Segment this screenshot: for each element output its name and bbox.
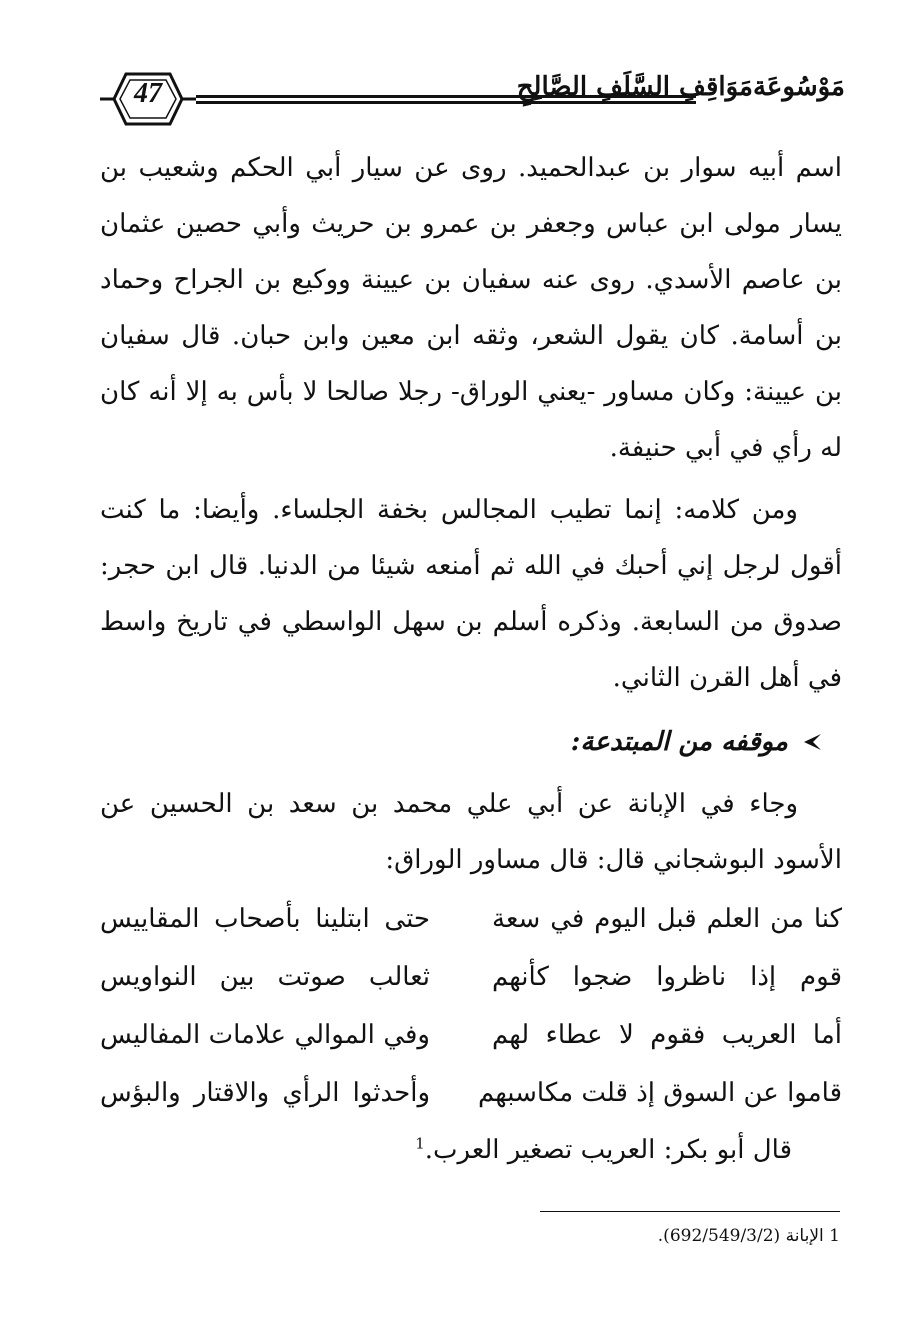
poem-verse (100, 1064, 842, 1122)
arrowhead-icon (802, 732, 822, 752)
poem-verse (100, 1006, 842, 1064)
closing-text: قال أبو بكر: العريب تصغير العرب. (424, 1135, 792, 1165)
section-heading-text: موقفه من المبتدعة: (570, 727, 788, 757)
poem-verse (100, 948, 842, 1006)
poem (100, 890, 842, 1122)
verse-second-hemistich: وأحدثوا الرأي والاقتار والبؤس (100, 1078, 430, 1108)
footnote-reference[interactable]: 1 (415, 1134, 425, 1153)
biography-paragraph: اسم أبيه سوار بن عبدالحميد. روى عن سيار أبي الحكم وشعيب بن يسار مولى ابن عباس وجعفر بن عمرو بن حريث وأبي حصين عثمان بن عاصم الأسدي. روى عنه سفيان بن عيينة ووكيع بن الجراح وحماد بن أسامة. كان يقول الشعر، وثقه ابن معين وابن حبان. قال سفيان بن عيينة: وكان مساور -يعني الوراق- رجلا صالحا لا بأس به إلا أنه كان له رأي في أبي حنيفة. (100, 153, 842, 463)
verse-first-hemistich: كنا من العلم قبل اليوم في سعة (492, 904, 842, 934)
footnote: 1 الإبانة (692/549/3/2). (657, 1226, 840, 1246)
section-heading (100, 714, 842, 770)
closing-line (100, 1122, 842, 1178)
page-number: 47 (134, 78, 162, 109)
verse-first-hemistich: قوم إذا ناظروا ضجوا كأنهم (492, 962, 842, 992)
page-body (100, 140, 842, 1178)
verse-second-hemistich: ثعالب صوتت بين النواويس (100, 962, 430, 992)
footnote-separator (540, 1211, 840, 1212)
poem-verse (100, 890, 842, 948)
verse-second-hemistich: حتى ابتلينا بأصحاب المقاييس (100, 904, 430, 934)
verse-second-hemistich: وفي الموالي علامات المفاليس (100, 1020, 430, 1050)
poem-intro: وجاء في الإبانة عن أبي علي محمد بن سعد بن الحسين عن الأسود البوشجاني قال: قال مساور الوراق: (100, 789, 842, 875)
page-header (100, 66, 845, 132)
verse-first-hemistich: أما العريب فقوم لا عطاء لهم (492, 1020, 842, 1050)
series-title: مَوْسُوعَةمَوَاقِفِ السَّلَفِ الصَّالِحِ (516, 72, 845, 102)
sayings-paragraph: ومن كلامه: إنما تطيب المجالس بخفة الجلساء. وأيضا: ما كنت أقول لرجل إني أحبك في الله ثم أمنعه شيئا من الدنيا. قال ابن حجر: صدوق من السابعة. وذكره أسلم بن سهل الواسطي في تاريخ واسط في أهل القرن الثاني. (100, 495, 842, 693)
page-number-badge (100, 66, 196, 132)
verse-first-hemistich: قاموا عن السوق إذ قلت مكاسبهم (478, 1078, 842, 1108)
